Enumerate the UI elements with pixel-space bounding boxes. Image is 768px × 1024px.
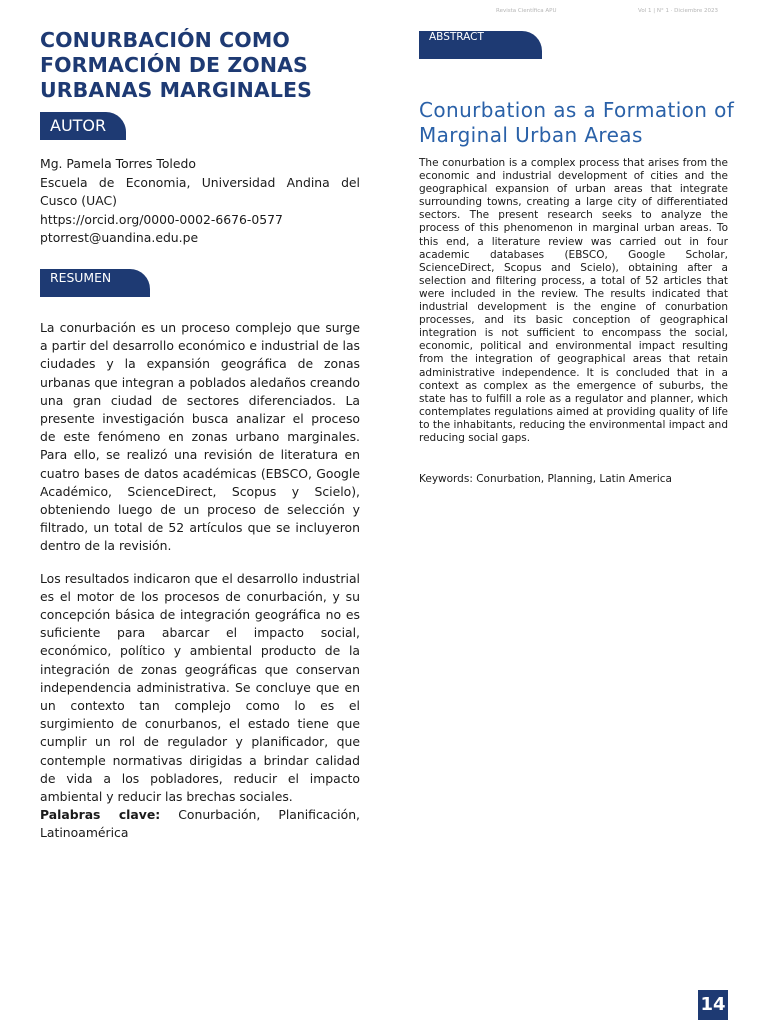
page-number: 14 <box>698 990 728 1020</box>
abstract-body <box>419 157 728 445</box>
english-title: Conurbation as a Formation of Marginal Urban Areas <box>419 98 735 147</box>
section-tab-autor: AUTOR <box>40 112 126 140</box>
author-orcid-link[interactable]: https://orcid.org/0000-0002-6676-0577 <box>40 211 283 227</box>
section-tab-resumen: RESUMEN <box>40 269 150 297</box>
author-name: Mg. Pamela Torres Toledo <box>40 156 196 171</box>
running-header-journal: Revista Científica APU <box>496 8 557 14</box>
english-keywords: Keywords: Conurbation, Planning, Latin America <box>419 473 672 485</box>
author-affiliation-line-1: Escuela de Economia, Universidad Andina del <box>40 174 360 190</box>
author-affiliation-line-2: Cusco (UAC) <box>40 193 117 208</box>
section-tab-abstract: ABSTRACT <box>419 31 542 59</box>
resumen-paragraph-1: La conurbación es un proceso complejo que surge a partir del desarrollo económico e industrial de las ciudades y la expansión geográfica de zonas urbanas que integran a poblados aledaños creando una gran ciudad de sectores diferenciados. La presente investigación busca analizar el proceso de este fenómeno en zonas urbano marginales. Para ello, se realizó una revisión de literatura en cuatro bases de datos académicas (EBSCO, Google Académico, ScienceDirect, Scopus y Scielo), obteniendo luego de un proceso de selección y filtrado, un total de 52 artículos que se incluyeron dentro de la revisión. <box>40 320 360 554</box>
palabras-clave <box>40 806 360 842</box>
palabras-clave-values: Conurbación, Planificación, Latinoamérica <box>40 807 360 841</box>
palabras-clave-label: Palabras clave: <box>40 807 161 823</box>
article-title: CONURBACIÓN COMO FORMACIÓN DE ZONAS URBANAS MARGINALES <box>40 28 313 102</box>
resumen-paragraph-2: Los resultados indicaron que el desarrollo industrial es el motor de los procesos de conurbación, y su concepción básica de integración geográfica no es suficiente para abarcar el impacto social, económico, político y ambiental producto de la integración de zonas geográficas que conservan independencia administrativa. Se concluye que en un contexto tan complejo como lo es el surgimiento de conurbanos, el estado tiene que cumplir un rol de regulador y planificador, que contemple normativas dirigidas a brindar calidad de vida a los pobladores, reducir el impacto ambiental y reducir las brechas sociales. <box>40 570 360 805</box>
resumen-body <box>40 319 360 843</box>
abstract-paragraph: The conurbation is a complex process that arises from the economic and industrial development of cities and the geographical expansion of urban areas that integrate surrounding towns, creating a large city of differentiated sectors. The present research seeks to analyze the process of this phenomenon in marginal urban areas. To this end, a literature review was carried out in four academic databases (EBSCO, Google Scholar, ScienceDirect, Scopus and Scielo), obtaining after a selection and filtering process, a total of 52 articles that were included in the review. The results indicated that industrial development is the engine of conurbation processes, and its basic conception of geographical integration is not sufficient to encompass the social, economic, political and environmental impact resulting from the integration of geographical areas that retain administrative independence. It is concluded that in a context as complex as the emergence of suburbs, the state has to fulfill a role as a regulator and planner, which contemplates regulations aimed at providing quality of life to the inhabitants, reducing the environmental impact and reducing social gaps. <box>419 157 728 444</box>
running-header-volume: Vol 1 | N° 1 · Diciembre 2023 <box>638 8 718 14</box>
author-email-link[interactable]: ptorrest@uandina.edu.pe <box>40 230 199 245</box>
author-block <box>40 155 360 248</box>
